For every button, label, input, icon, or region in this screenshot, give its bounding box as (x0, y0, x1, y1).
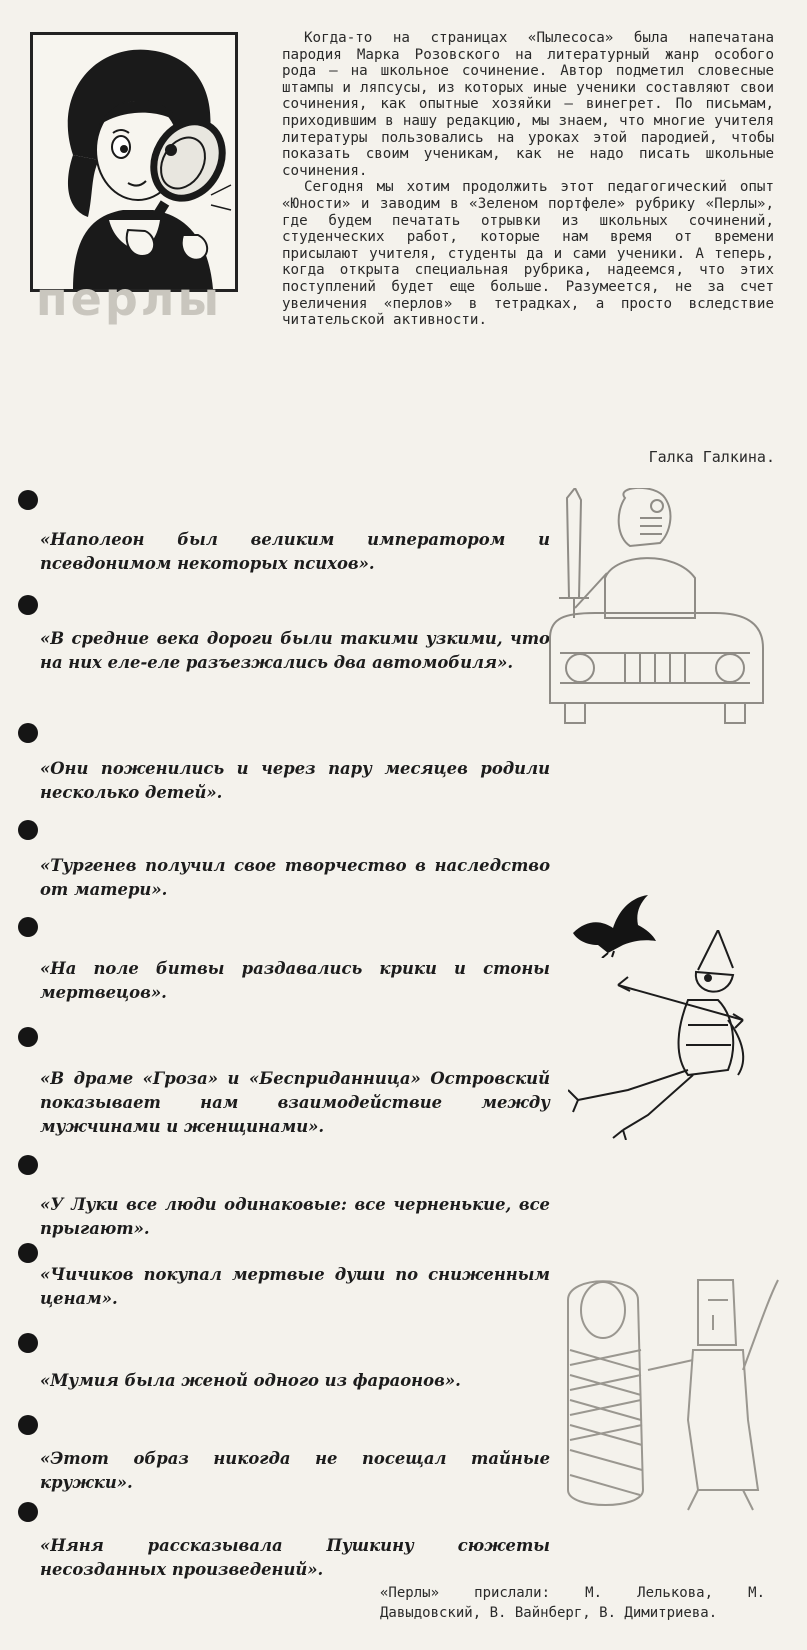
fallen-warrior-icon (568, 930, 778, 1140)
bullet (18, 917, 38, 937)
intro-text (282, 30, 774, 329)
bullet (18, 820, 38, 840)
rubric-logo-frame (30, 32, 238, 292)
pearl-quote: «Чичиков покупал мертвые души по сниженным ценам». (40, 1265, 550, 1308)
mummy-and-pharaoh-icon (548, 1270, 780, 1515)
intro-paragraph: Сегодня мы хотим продолжить этот педагогический опыт «Юности» и заводим в «Зеленом портфеле» рубрику «Перлы», где будем печатать отрывки из школьных сочинений, студенческих работ, которые нам время от времени присылают учителя, студенты да и сами ученики. А теперь, когда открыта специальная рубрика, надеемся, что этих поступлений будет еще больше. Разумеется, не за счет увеличения «перлов» в тетрадках, а просто вследствие читательской активности. (282, 179, 774, 329)
pearl-quote: «В средние века дороги были такими узкими, что на них еле-еле разъезжались два автомобиля». (40, 629, 550, 672)
pearl-quote: «Этот образ никогда не посещал тайные кружки». (40, 1449, 550, 1492)
bullet (18, 1415, 38, 1435)
intro-paragraph: Когда-то на страницах «Пылесоса» была напечатана пародия Марка Розовского на литературный жанр особого рода — на школьное сочинение. Автор подметил словесные штампы и ляпсусы, из которых иные ученики составляют свои сочинения, как опытные хозяйки — винегрет. По письмам, приходившим в нашу редакцию, мы знаем, что многие учителя литературы пользовались на уроках этой пародией, чтобы показать своим ученикам, как не надо писать школьные сочинения. (282, 30, 774, 179)
bullet (18, 490, 38, 510)
pearl-quote: «Наполеон был великим императором и псевдонимом некоторых психов». (40, 530, 550, 573)
author-signature: Галка Галкина. (648, 448, 775, 466)
pearl-quote: «Няня рассказывала Пушкину сюжеты несозданных произведений». (40, 1536, 550, 1579)
bullet (18, 723, 38, 743)
pearl-quote: «Они поженились и через пару месяцев родили несколько детей». (40, 759, 550, 802)
pearl-quote: «Тургенев получил свое творчество в наследство от матери». (40, 856, 550, 899)
pearl-quote: «В драме «Гроза» и «Бесприданница» Островский показывает нам взаимодействие между мужчинами и женщинами». (40, 1069, 550, 1136)
bullet (18, 595, 38, 615)
pearl-quote: «На поле битвы раздавались крики и стоны мертвецов». (40, 959, 550, 1002)
credits: «Перлы» прислали: М. Лелькова, М. Давыдовский, В. Вайнберг, В. Димитриева. (380, 1585, 765, 1621)
bullet (18, 1333, 38, 1353)
bullet (18, 1243, 38, 1263)
girl-with-magnifier-icon (33, 35, 235, 289)
bullet (18, 1027, 38, 1047)
bullet (18, 1155, 38, 1175)
knight-in-car-icon (545, 488, 767, 748)
bullet (18, 1502, 38, 1522)
pearl-quote: «Мумия была женой одного из фараонов». (40, 1371, 461, 1390)
rubric-title: перлы (35, 272, 223, 326)
pearl-quote: «У Луки все люди одинаковые: все черненькие, все прыгают». (40, 1195, 550, 1238)
